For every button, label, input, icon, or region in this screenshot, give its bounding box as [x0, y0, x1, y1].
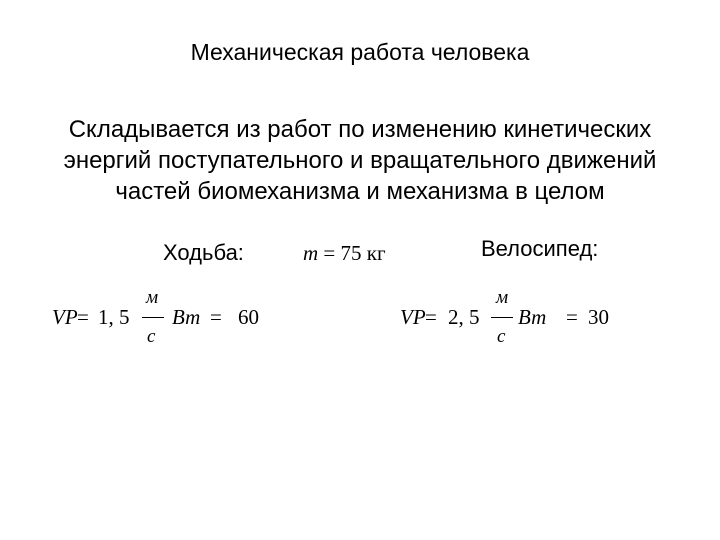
walking-fraction-numerator: м: [146, 287, 159, 308]
walking-formula-unit: Вт: [172, 305, 201, 329]
cycling-formula-equals: =: [425, 305, 437, 329]
cycling-formula-lhs: VP: [400, 305, 426, 329]
mass-value: [303, 240, 386, 266]
cycling-fraction-denominator: с: [497, 326, 506, 347]
cycling-label: Велосипед:: [481, 236, 599, 261]
walking-formula-equals: =: [77, 305, 89, 329]
slide-title: Механическая работа человека: [190, 39, 530, 65]
description-text: [20, 114, 700, 207]
description-line-2: энергий поступательного и вращательного движений: [63, 147, 657, 174]
cycling-fraction-bar: [491, 317, 513, 318]
walking-formula-value: 1, 5: [98, 305, 130, 329]
cycling-formula-unit: Вт: [518, 305, 547, 329]
cycling-fraction-numerator: м: [496, 287, 509, 308]
walking-fraction-bar: [142, 317, 164, 318]
mass-amount: = 75 кг: [318, 241, 386, 265]
cycling-formula-value: 2, 5: [448, 305, 480, 329]
walking-fraction-denominator: с: [147, 326, 156, 347]
walking-formula: [52, 305, 282, 329]
cycling-formula-equals-2: =: [566, 305, 578, 329]
walking-label: Ходьба:: [163, 240, 244, 265]
mass-symbol: m: [303, 241, 319, 265]
walking-formula-result: 60: [238, 305, 259, 329]
description-line-1: Складывается из работ по изменению кинетических: [68, 116, 652, 143]
walking-formula-equals-2: =: [210, 305, 222, 329]
walking-formula-lhs: VP: [52, 305, 78, 329]
cycling-formula: [400, 305, 630, 329]
cycling-formula-result: 30: [588, 305, 609, 329]
description-line-3: частей биомеханизма и механизма в целом: [115, 178, 605, 205]
